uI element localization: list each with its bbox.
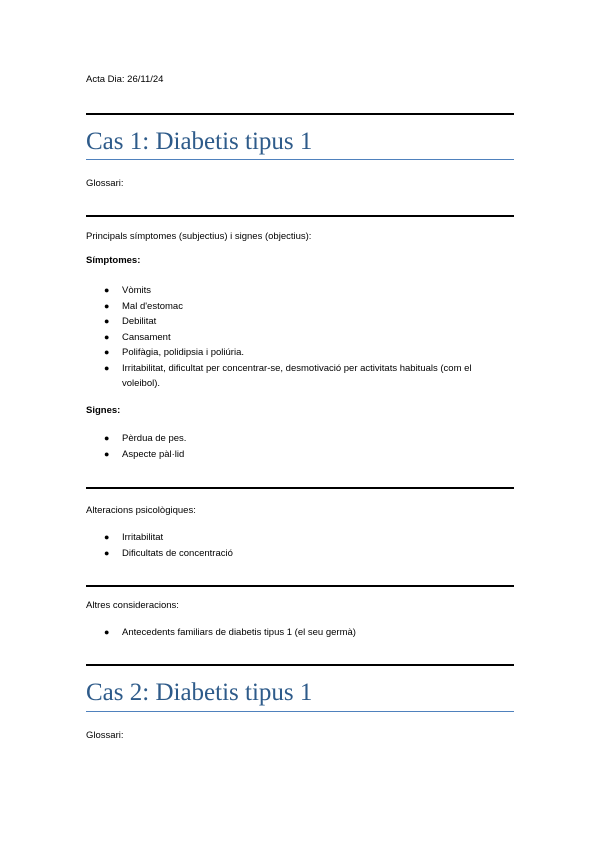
list-item: ● Dificultats de concentració xyxy=(86,546,506,562)
date-line: Acta Dia: 26/11/24 xyxy=(86,74,164,85)
list-item: ● Mal d'estomac xyxy=(86,299,506,315)
list-item: ● Irritabilitat, dificultat per concentrar-se, desmotivació per activitats habituals (com el voleibol). xyxy=(104,362,472,389)
list-item: ● Antecedents familiars de diabetis tipus 1 (el seu germà) xyxy=(86,625,506,641)
bullet-icon: ● xyxy=(104,627,110,637)
bullet-icon: ● xyxy=(104,433,110,443)
principals-heading: Principals símptomes (subjectius) i signes (objectius): xyxy=(86,231,312,242)
signes-label: Signes: xyxy=(86,405,121,416)
section-divider xyxy=(86,585,514,587)
case-1-title: Cas 1: Diabetis tipus 1 xyxy=(86,128,313,155)
list-item: ● Irritabilitat xyxy=(86,530,506,546)
list-item: ● Vòmits xyxy=(86,283,506,299)
signes-list xyxy=(86,431,506,462)
alteracions-list xyxy=(86,530,506,561)
case-2-glossary-label: Glossari: xyxy=(86,730,124,741)
bullet-icon: ● xyxy=(104,532,110,542)
bullet-icon: ● xyxy=(104,347,110,357)
section-divider xyxy=(86,113,514,115)
bullet-icon: ● xyxy=(104,362,110,373)
alteracions-label: Alteracions psicològiques: xyxy=(86,505,196,516)
altres-label: Altres consideracions: xyxy=(86,600,179,611)
bullet-icon: ● xyxy=(104,331,110,342)
section-divider xyxy=(86,215,514,217)
title-underline xyxy=(86,711,514,712)
bullet-icon: ● xyxy=(104,547,110,558)
title-underline xyxy=(86,159,514,160)
bullet-icon: ● xyxy=(104,448,110,459)
case-1-glossary-label: Glossari: xyxy=(86,178,124,189)
list-item: ● Debilitat xyxy=(86,314,506,330)
bullet-icon: ● xyxy=(104,300,110,311)
list-item: ● Cansament xyxy=(86,330,506,346)
section-divider xyxy=(86,664,514,666)
list-item: ● Pèrdua de pes. xyxy=(86,431,506,447)
simptomes-list xyxy=(86,283,506,392)
section-divider xyxy=(86,487,514,489)
bullet-icon: ● xyxy=(104,285,110,295)
bullet-icon: ● xyxy=(104,316,110,326)
altres-list xyxy=(86,625,506,641)
case-2-title: Cas 2: Diabetis tipus 1 xyxy=(86,679,313,706)
list-item: ● Polifàgia, polidipsia i poliúria. xyxy=(86,345,506,361)
simptomes-label: Símptomes: xyxy=(86,255,141,266)
list-item: ● Aspecte pàl·lid xyxy=(86,447,506,463)
